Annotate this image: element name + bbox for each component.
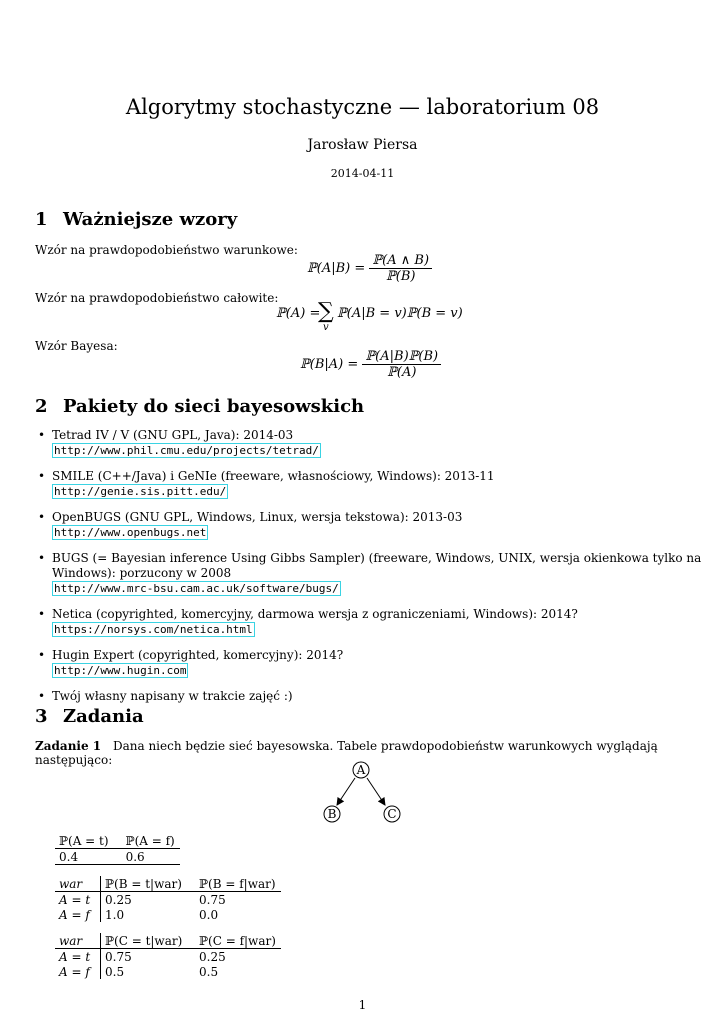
package-description: Netica (copyrighted, komercyjny, darmowa wersja z ograniczeniami, Windows): 2014? <box>52 607 578 621</box>
list-item <box>52 648 712 678</box>
conditional-formula <box>307 253 432 284</box>
edge-a-c <box>367 778 385 805</box>
probability-table-c <box>55 933 281 979</box>
table-header: ℙ(A = f) <box>114 833 180 849</box>
table-header: ℙ(B = t|war) <box>101 876 196 892</box>
table-cell: 0.75 <box>199 892 226 907</box>
section-title: Pakiety do sieci bayesowskich <box>63 396 365 417</box>
numerator: ℙ(A ∧ B) <box>369 253 432 269</box>
package-link[interactable]: http://www.phil.cmu.edu/projects/tetrad/ <box>54 444 319 457</box>
section-heading-2 <box>35 396 364 417</box>
edge-a-b <box>337 778 355 805</box>
table-cell: A = t <box>55 892 101 908</box>
package-description: BUGS (= Bayesian inference Using Gibbs Sampler) (freeware, Windows, UNIX, wersja okienkowa tylko na Windows): porzucony w 2008 <box>52 551 702 580</box>
package-description: OpenBUGS (GNU GPL, Windows, Linux, wersja tekstowa): 2013-03 <box>52 510 463 524</box>
numerator: ℙ(A|B)ℙ(B) <box>362 349 441 365</box>
fraction <box>369 253 432 284</box>
table-cell: 0.75 <box>105 949 132 964</box>
formula-rhs: ℙ(A|B = v)ℙ(B = v) <box>337 306 463 321</box>
section-number: 3 <box>35 706 48 727</box>
table-cell: 0.6 <box>114 849 180 865</box>
section-number: 1 <box>35 209 48 230</box>
table-cell: 0.25 <box>199 949 226 964</box>
table-header: ℙ(B = f|war) <box>195 876 281 892</box>
denominator: ℙ(B) <box>385 269 416 284</box>
package-description: SMILE (C++/Java) i GeNIe (freeware, własnościowy, Windows): 2013-11 <box>52 469 495 483</box>
conditional-label: Wzór na prawdopodobieństwo warunkowe: <box>35 243 298 257</box>
package-link[interactable]: http://genie.sis.pitt.edu/ <box>54 485 227 498</box>
bayes-network-diagram <box>315 758 410 828</box>
formula-lhs: ℙ(A) = <box>276 306 321 321</box>
table-row <box>55 892 281 908</box>
section-heading-1 <box>35 209 237 230</box>
section-title: Zadania <box>63 706 144 727</box>
package-description: Tetrad IV / V (GNU GPL, Java): 2014-03 <box>52 428 294 442</box>
table-header: ℙ(C = f|war) <box>195 933 281 949</box>
list-item <box>52 469 712 499</box>
bayes-formula <box>300 349 441 380</box>
package-link[interactable]: https://norsys.com/netica.html <box>54 623 253 636</box>
table-cell: A = t <box>55 949 101 965</box>
probability-table-a <box>55 833 180 865</box>
table-header: ℙ(A = t) <box>55 833 114 849</box>
table-row <box>55 949 281 965</box>
list-item <box>52 428 712 458</box>
denominator: ℙ(A) <box>387 365 417 380</box>
formula-lhs: ℙ(A|B) = <box>307 261 366 276</box>
task-text: Dana niech będzie sieć bayesowska. Tabele prawdopodobieństw warunkowych wyglądają następująco: <box>35 739 658 767</box>
package-link[interactable]: http://www.openbugs.net <box>54 526 207 539</box>
node-label-c: C <box>387 807 397 821</box>
table-cell: A = f <box>55 964 101 979</box>
table-row <box>55 907 281 922</box>
fraction <box>362 349 441 380</box>
list-item <box>52 607 712 637</box>
sum-symbol: ∑ <box>318 299 334 324</box>
package-link[interactable]: http://www.mrc-bsu.cam.ac.uk/software/bugs/ <box>54 582 339 595</box>
page-number: 1 <box>358 998 367 1012</box>
table-row <box>55 964 281 979</box>
total-probability-label: Wzór na prawdopodobieństwo całowite: <box>35 291 279 305</box>
table-header: war <box>55 933 101 949</box>
sum-subscript: v <box>323 322 329 333</box>
section-heading-3 <box>35 706 144 727</box>
table-cell: 0.5 <box>199 964 219 979</box>
document-title: Algorytmy stochastyczne — laboratorium 08 <box>125 95 600 119</box>
table-cell: 0.25 <box>105 892 132 907</box>
probability-table-b <box>55 876 281 922</box>
node-label-a: A <box>356 763 366 777</box>
table-cell: 0.0 <box>199 907 219 922</box>
table-cell: A = f <box>55 907 101 922</box>
table-header: war <box>55 876 101 892</box>
section-number: 2 <box>35 396 48 417</box>
table-cell: 1.0 <box>105 907 125 922</box>
package-description: Hugin Expert (copyrighted, komercyjny): 2014? <box>52 648 344 662</box>
list-item <box>52 689 712 704</box>
author: Jarosław Piersa <box>307 137 418 153</box>
date: 2014-04-11 <box>330 167 395 180</box>
total-probability-formula <box>276 306 320 321</box>
list-item <box>52 510 712 540</box>
package-list <box>52 428 712 715</box>
package-link[interactable]: http://www.hugin.com <box>54 664 187 677</box>
formula-lhs: ℙ(B|A) = <box>300 357 359 372</box>
package-description: Twój własny napisany w trakcie zajęć :) <box>52 689 293 703</box>
table-header: ℙ(C = t|war) <box>101 933 196 949</box>
table-cell: 0.4 <box>55 849 114 865</box>
section-title: Ważniejsze wzory <box>63 209 238 230</box>
list-item <box>52 551 712 596</box>
table-cell: 0.5 <box>105 964 125 979</box>
bayes-label: Wzór Bayesa: <box>35 339 118 353</box>
task-label: Zadanie 1 <box>35 739 102 753</box>
node-label-b: B <box>327 807 337 821</box>
